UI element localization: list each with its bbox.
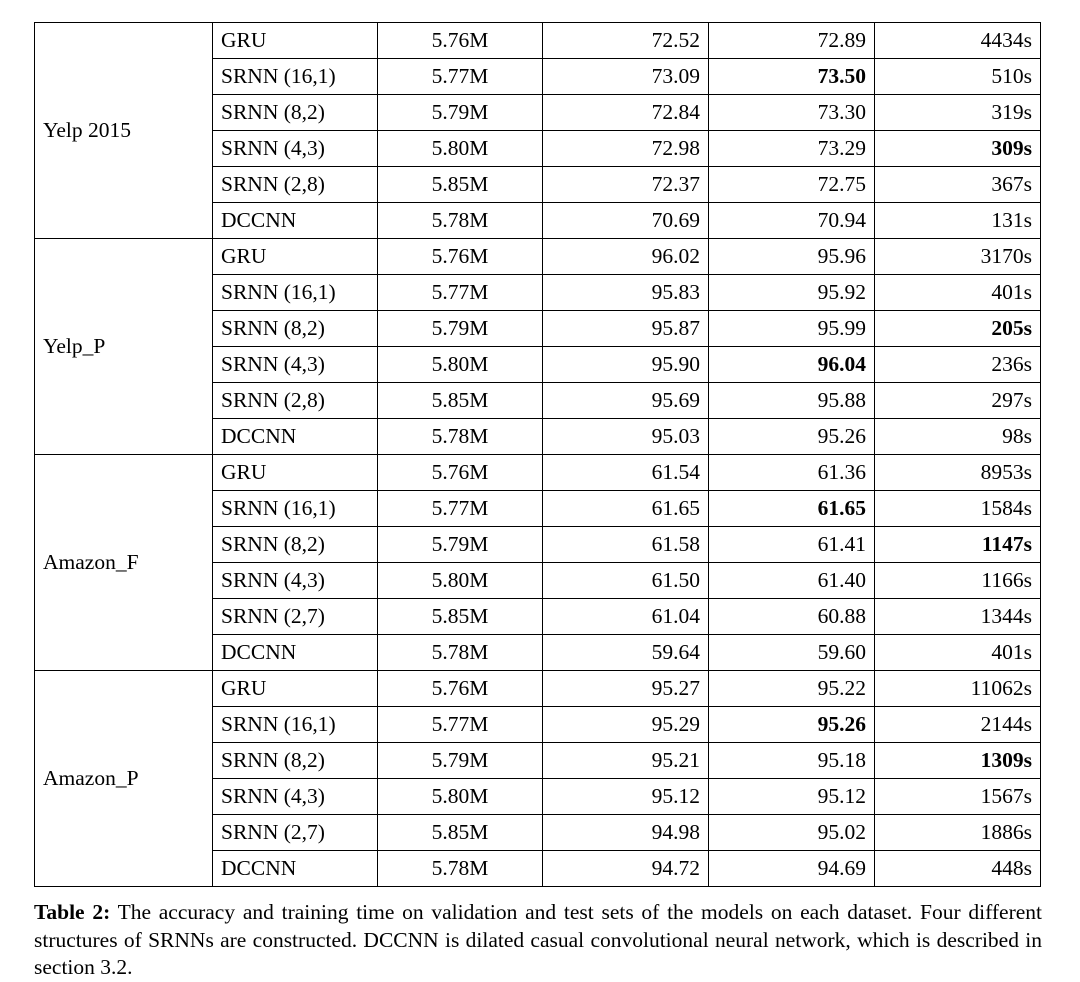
- training-time-cell: 8953s: [875, 455, 1041, 491]
- validation-accuracy-cell: 72.98: [543, 131, 709, 167]
- model-cell: GRU: [213, 455, 378, 491]
- model-cell: DCCNN: [213, 419, 378, 455]
- validation-accuracy-cell: 61.65: [543, 491, 709, 527]
- test-accuracy-cell: 59.60: [709, 635, 875, 671]
- model-cell: GRU: [213, 23, 378, 59]
- training-time-cell: 236s: [875, 347, 1041, 383]
- model-cell: SRNN (8,2): [213, 311, 378, 347]
- params-cell: 5.76M: [378, 23, 543, 59]
- results-table-body: [35, 23, 1041, 887]
- params-cell: 5.80M: [378, 779, 543, 815]
- model-cell: SRNN (8,2): [213, 743, 378, 779]
- validation-accuracy-cell: 95.69: [543, 383, 709, 419]
- validation-accuracy-cell: 61.58: [543, 527, 709, 563]
- params-cell: 5.76M: [378, 671, 543, 707]
- validation-accuracy-cell: 61.04: [543, 599, 709, 635]
- training-time-cell: 3170s: [875, 239, 1041, 275]
- table-row: [35, 23, 1041, 59]
- test-accuracy-cell: 95.22: [709, 671, 875, 707]
- validation-accuracy-cell: 96.02: [543, 239, 709, 275]
- test-accuracy-cell: 95.96: [709, 239, 875, 275]
- model-cell: SRNN (4,3): [213, 347, 378, 383]
- params-cell: 5.78M: [378, 419, 543, 455]
- params-cell: 5.79M: [378, 527, 543, 563]
- table-caption: [34, 899, 1042, 982]
- model-cell: SRNN (16,1): [213, 707, 378, 743]
- training-time-cell: 1886s: [875, 815, 1041, 851]
- test-accuracy-cell: 70.94: [709, 203, 875, 239]
- table-row: [35, 671, 1041, 707]
- validation-accuracy-cell: 95.29: [543, 707, 709, 743]
- model-cell: SRNN (8,2): [213, 95, 378, 131]
- training-time-cell: 319s: [875, 95, 1041, 131]
- test-accuracy-cell: 95.12: [709, 779, 875, 815]
- dataset-cell: Amazon_F: [35, 455, 213, 671]
- training-time-cell: 1567s: [875, 779, 1041, 815]
- validation-accuracy-cell: 70.69: [543, 203, 709, 239]
- validation-accuracy-cell: 94.98: [543, 815, 709, 851]
- validation-accuracy-cell: 95.12: [543, 779, 709, 815]
- model-cell: DCCNN: [213, 851, 378, 887]
- test-accuracy-cell: 95.92: [709, 275, 875, 311]
- test-accuracy-cell: 73.29: [709, 131, 875, 167]
- validation-accuracy-cell: 72.52: [543, 23, 709, 59]
- params-cell: 5.76M: [378, 239, 543, 275]
- test-accuracy-cell: 61.36: [709, 455, 875, 491]
- dataset-cell: Yelp_P: [35, 239, 213, 455]
- validation-accuracy-cell: 59.64: [543, 635, 709, 671]
- model-cell: SRNN (16,1): [213, 59, 378, 95]
- params-cell: 5.79M: [378, 95, 543, 131]
- params-cell: 5.78M: [378, 851, 543, 887]
- training-time-cell: 98s: [875, 419, 1041, 455]
- test-accuracy-cell: 96.04: [709, 347, 875, 383]
- validation-accuracy-cell: 95.03: [543, 419, 709, 455]
- test-accuracy-cell: 61.65: [709, 491, 875, 527]
- results-table: [34, 22, 1041, 887]
- params-cell: 5.85M: [378, 167, 543, 203]
- training-time-cell: 1147s: [875, 527, 1041, 563]
- params-cell: 5.78M: [378, 203, 543, 239]
- test-accuracy-cell: 95.26: [709, 419, 875, 455]
- model-cell: GRU: [213, 239, 378, 275]
- test-accuracy-cell: 61.41: [709, 527, 875, 563]
- training-time-cell: 401s: [875, 635, 1041, 671]
- test-accuracy-cell: 95.88: [709, 383, 875, 419]
- caption-label: Table 2:: [34, 900, 111, 924]
- validation-accuracy-cell: 95.27: [543, 671, 709, 707]
- validation-accuracy-cell: 72.37: [543, 167, 709, 203]
- model-cell: SRNN (4,3): [213, 779, 378, 815]
- params-cell: 5.78M: [378, 635, 543, 671]
- training-time-cell: 1584s: [875, 491, 1041, 527]
- params-cell: 5.80M: [378, 347, 543, 383]
- model-cell: SRNN (4,3): [213, 563, 378, 599]
- model-cell: DCCNN: [213, 635, 378, 671]
- validation-accuracy-cell: 95.90: [543, 347, 709, 383]
- params-cell: 5.79M: [378, 311, 543, 347]
- model-cell: SRNN (2,8): [213, 383, 378, 419]
- validation-accuracy-cell: 61.50: [543, 563, 709, 599]
- table-row: [35, 455, 1041, 491]
- params-cell: 5.77M: [378, 59, 543, 95]
- training-time-cell: 297s: [875, 383, 1041, 419]
- params-cell: 5.85M: [378, 599, 543, 635]
- test-accuracy-cell: 95.18: [709, 743, 875, 779]
- test-accuracy-cell: 95.99: [709, 311, 875, 347]
- test-accuracy-cell: 95.02: [709, 815, 875, 851]
- training-time-cell: 2144s: [875, 707, 1041, 743]
- test-accuracy-cell: 73.50: [709, 59, 875, 95]
- dataset-cell: Yelp 2015: [35, 23, 213, 239]
- params-cell: 5.80M: [378, 131, 543, 167]
- test-accuracy-cell: 60.88: [709, 599, 875, 635]
- training-time-cell: 401s: [875, 275, 1041, 311]
- model-cell: SRNN (2,7): [213, 815, 378, 851]
- validation-accuracy-cell: 72.84: [543, 95, 709, 131]
- caption-text: The accuracy and training time on validation and test sets of the models on each dataset. Four different structures of SRNNs are constructed. DCCNN is dilated casual convolutional neural network, which is described in section 3.2.: [34, 900, 1042, 980]
- model-cell: SRNN (16,1): [213, 275, 378, 311]
- training-time-cell: 131s: [875, 203, 1041, 239]
- training-time-cell: 11062s: [875, 671, 1041, 707]
- training-time-cell: 510s: [875, 59, 1041, 95]
- training-time-cell: 1166s: [875, 563, 1041, 599]
- validation-accuracy-cell: 95.83: [543, 275, 709, 311]
- params-cell: 5.77M: [378, 275, 543, 311]
- model-cell: SRNN (8,2): [213, 527, 378, 563]
- test-accuracy-cell: 61.40: [709, 563, 875, 599]
- params-cell: 5.85M: [378, 815, 543, 851]
- validation-accuracy-cell: 61.54: [543, 455, 709, 491]
- validation-accuracy-cell: 95.21: [543, 743, 709, 779]
- model-cell: DCCNN: [213, 203, 378, 239]
- model-cell: GRU: [213, 671, 378, 707]
- training-time-cell: 1309s: [875, 743, 1041, 779]
- model-cell: SRNN (2,8): [213, 167, 378, 203]
- params-cell: 5.77M: [378, 707, 543, 743]
- params-cell: 5.80M: [378, 563, 543, 599]
- test-accuracy-cell: 73.30: [709, 95, 875, 131]
- training-time-cell: 1344s: [875, 599, 1041, 635]
- params-cell: 5.79M: [378, 743, 543, 779]
- table-row: [35, 239, 1041, 275]
- test-accuracy-cell: 95.26: [709, 707, 875, 743]
- test-accuracy-cell: 94.69: [709, 851, 875, 887]
- params-cell: 5.85M: [378, 383, 543, 419]
- params-cell: 5.76M: [378, 455, 543, 491]
- validation-accuracy-cell: 95.87: [543, 311, 709, 347]
- dataset-cell: Amazon_P: [35, 671, 213, 887]
- training-time-cell: 4434s: [875, 23, 1041, 59]
- training-time-cell: 205s: [875, 311, 1041, 347]
- params-cell: 5.77M: [378, 491, 543, 527]
- model-cell: SRNN (16,1): [213, 491, 378, 527]
- model-cell: SRNN (2,7): [213, 599, 378, 635]
- training-time-cell: 367s: [875, 167, 1041, 203]
- model-cell: SRNN (4,3): [213, 131, 378, 167]
- test-accuracy-cell: 72.75: [709, 167, 875, 203]
- training-time-cell: 448s: [875, 851, 1041, 887]
- validation-accuracy-cell: 73.09: [543, 59, 709, 95]
- training-time-cell: 309s: [875, 131, 1041, 167]
- validation-accuracy-cell: 94.72: [543, 851, 709, 887]
- test-accuracy-cell: 72.89: [709, 23, 875, 59]
